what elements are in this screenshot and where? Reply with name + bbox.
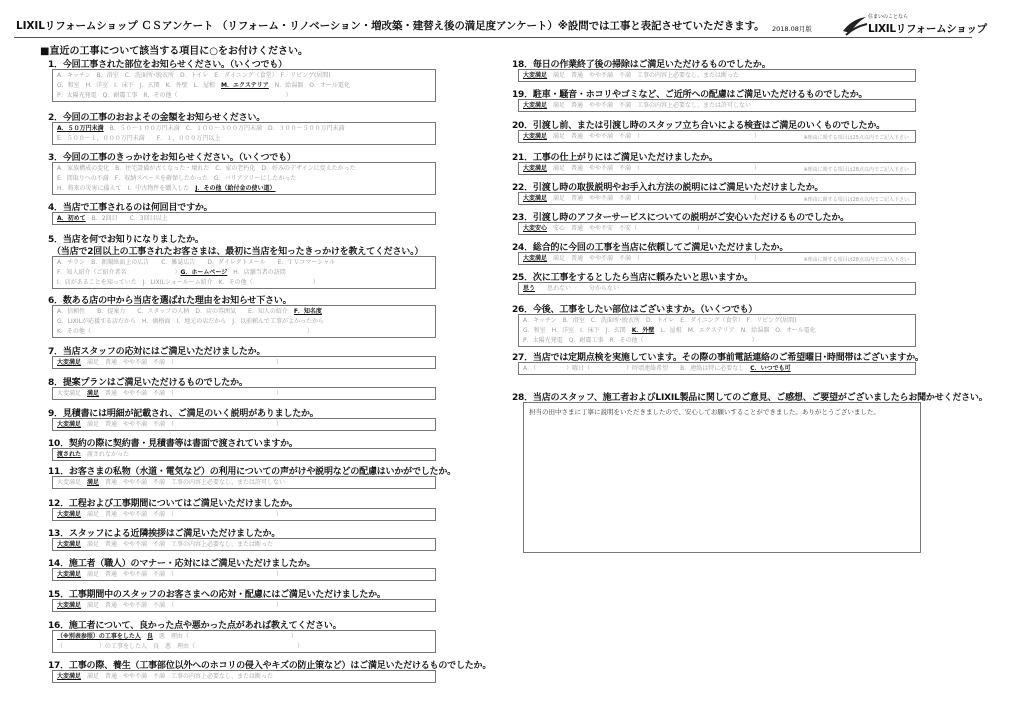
question-17-label: 17．工事の際、養生（工事部位以外へのホコリの侵入やキズの防止策など）はご満足いただけるものでしたか。: [48, 661, 492, 671]
question-13-answer-box[interactable]: [52, 538, 436, 551]
question-2-answer-box[interactable]: [52, 122, 436, 145]
question-25-label: 25．次に工事をするとしたら当店に頼みたいと思いますか。: [512, 273, 753, 283]
selected-answer[interactable]: G．ホームページ: [180, 269, 228, 276]
question-6-label: 6．数ある店の中から当店を選ばれた理由をお知らせ下さい。: [48, 296, 292, 306]
answer-options: A．信頼性 B．提案力 C．スタッフの人柄 D．店の雰囲気 E．知人の紹介 F．知名度 G．LIXILが応援する店だから H．価格面 I．地元の店だから J．以前頼んで工事がよかったから K．その他（ ）: [57, 308, 325, 335]
question-5-sublabel: （当店で2回以上の工事されたお客さまは、最初に当店を知ったきっかけを教えてください。）: [52, 247, 424, 257]
question-9-label: 9．見積書には明細が記載され、ご満足のいく説明がありましたか。: [48, 409, 319, 419]
question-5-label: 5．当店を何でお知りになりましたか。: [48, 235, 204, 245]
question-26-answer-box[interactable]: [518, 314, 916, 347]
question-27-label: 27．当店では定期点検を実施しています。その際の事前電話連絡のご希望曜日･時間帯はございますか。: [512, 353, 924, 363]
question-8-label: 8．提案プランはご満足いただけるものでしたか。: [48, 378, 248, 388]
selected-answer[interactable]: 満足: [87, 390, 100, 397]
question-27-answer-box[interactable]: [518, 362, 916, 375]
question-13-label: 13．スタッフによる近隣挨拶はご満足いただけましたか。: [48, 529, 281, 539]
question-20-label: 20．引渡し前、または引渡し時のスタッフ立ち合いによる検査はご満足のいくものでしたか。: [512, 121, 885, 131]
answer-options: 大変満足 満足 普通 やや不満 不満 （ ）: [523, 165, 761, 172]
answer-options: 大変満足 満足 普通 やや不満 不満 工事の内容上必要なし、または許可しない: [523, 102, 752, 109]
answer-options: 大変満足 満足 普通 やや不満 不満 工事の内容上必要なし、または許可しない: [57, 479, 286, 486]
section-heading: ■直近の工事について該当する項目に○をお付けください。: [40, 46, 308, 57]
answer-options: A．家族構成の変化 B．住宅設備が古くなった・壊れた C．家の老朽化 D．好みのデザインに変えたかった E．間取りへの不満 F．収納スペースを確保したかった G．バリアフリーにしたかった H．将来の災害に備えて I．中古物件を購入した J．その他（給付金の使い道）: [57, 165, 356, 192]
question-4-answer-box[interactable]: [52, 212, 436, 225]
reason-note: ※理由に関する項目は28点以内でご記入下さい: [803, 257, 909, 263]
selected-answer[interactable]: （※別表参照）の工事をした人: [57, 633, 141, 640]
selected-answer[interactable]: 大変満足: [523, 195, 548, 202]
answer-options: A．キッチン B．浴室 C．洗面所･脱衣所 D．トイレ E．ダイニング（食堂） F．リビング(居間) G．和室 H．洋室 I．床下 J．玄関 K．外壁 L．屋根 M．エクステリア N．給湯器 O．オール電化 P．太陽光発電 Q．耐震工事 R．その他（ ）: [523, 317, 816, 344]
answer-options: 大変満足 満足 普通 やや不満 不満 （ ）: [523, 255, 761, 262]
question-21-answer-box[interactable]: [518, 162, 916, 175]
form-title: LIXILリフォームショップ ＣＳアンケート （リフォーム・リノベーション・増改築・建替え後の満足度アンケート）※設問では工事と表記させていただきます。: [16, 20, 765, 32]
question-10-label: 10．契約の際に契約書・見積書等は書面で渡されていますか。: [48, 439, 298, 449]
answer-options: 大変満足 満足 普通 やや不満 不満 工事の内容上必要なし、または断った: [57, 673, 274, 680]
selected-answer[interactable]: 大変満足: [523, 165, 548, 172]
selected-answer[interactable]: 大変満足: [57, 673, 82, 680]
question-24-answer-box[interactable]: [518, 252, 916, 265]
question-5-answer-box[interactable]: [52, 256, 436, 289]
question-20-answer-box[interactable]: [518, 130, 916, 143]
selected-answer[interactable]: 良: [146, 633, 153, 640]
question-19-label: 19．駐車・騒音・ホコリやゴミなど、ご近所への配慮はご満足いただけるものでしたか。: [512, 90, 868, 100]
question-15-label: 15．工事期間中のスタッフのお客さまへの応対・配慮にはご満足いただけましたか。: [48, 590, 386, 600]
question-15-answer-box[interactable]: [52, 599, 436, 612]
question-16-answer-box[interactable]: [52, 630, 436, 653]
edition-label: 2018.08月版: [772, 25, 812, 33]
selected-answer[interactable]: 大変満足: [57, 359, 82, 366]
selected-answer[interactable]: A．初めて: [57, 215, 86, 222]
answer-options: 大変満足 満足 普通 やや不満 不満 工事の内容上必要なし、または断った: [57, 541, 274, 548]
answer-options: A．キッチン B．浴室 C．洗面所･脱衣所 D．トイレ E．ダイニング（食堂） F．リビング(居間) G．和室 H．洋室 I．床下 J．玄関 K．外壁 L．屋根 M．エクステリア N．給湯器 O．オール電化 P．太陽光発電 Q．耐震工事 R．その他（ ）: [57, 72, 350, 99]
answer-options: 渡された 渡されなかった: [57, 451, 130, 458]
answer-options: 大変満足 満足 普通 やや不満 不満 （ ）: [57, 511, 283, 518]
question-19-answer-box[interactable]: [518, 99, 916, 112]
selected-answer[interactable]: K．外壁: [631, 327, 655, 334]
answer-options: 大変満足 満足 普通 やや不満 不満 （ ）: [57, 571, 283, 578]
answer-options: 大変満足 満足 普通 やや不満 不満 （ ）: [523, 195, 761, 202]
question-8-answer-box[interactable]: [52, 387, 436, 400]
selected-answer[interactable]: 大変満足: [523, 72, 548, 79]
question-14-answer-box[interactable]: [52, 568, 436, 581]
question-4-label: 4．当店で工事されるのは何回目ですか。: [48, 203, 213, 213]
comment-text: 担当の田中さまに丁寧に説明をいただきましたので、安心してお願いすることができました。ありがとうございました。: [529, 408, 880, 416]
selected-answer[interactable]: 大変満足: [57, 571, 82, 578]
answer-options: A．チラシ B．新聞紙面上の広告 C．雑誌広告 D．ダイレクトメール E．ＴＶコマーシャル F．知人紹介（ご紹介者名 ）G．ホームページ H．店舗当者の訪問 I．店があることを知っていた J．LIXILショールーム紹介 K．その他（ ）: [57, 259, 336, 286]
question-18-label: 18．毎日の作業終了後の掃除はご満足いただけるものでしたか。: [512, 60, 771, 70]
question-23-answer-box[interactable]: [518, 222, 916, 235]
selected-answer[interactable]: 大変安心: [523, 225, 548, 232]
question-23-label: 23．引渡し時のアフターサービスについての説明がご安心いただけるものでしたか。: [512, 213, 849, 223]
question-10-answer-box[interactable]: [52, 448, 436, 461]
selected-answer[interactable]: 大変満足: [523, 133, 548, 140]
reason-note: ※理由に関する項目は25点以内でご記入下さい: [803, 135, 909, 141]
lixil-logo: [842, 13, 987, 37]
answer-options: （※別表参照）の工事をした人 良 悪 理由（ ） （ ）の工事をした人 良 悪 理由（ ）: [57, 633, 304, 650]
selected-answer[interactable]: 大変満足: [57, 602, 82, 609]
selected-answer[interactable]: M．エクステリア: [220, 82, 269, 89]
selected-answer[interactable]: C．いつでも可: [750, 365, 791, 372]
answer-options: 大変満足 満足 普通 やや不満 不満 （ ）: [57, 421, 283, 428]
selected-answer[interactable]: 渡された: [57, 451, 82, 458]
question-3-answer-box[interactable]: [52, 162, 436, 195]
answer-options: 大変満足 満足 普通 やや不満 不満 （ ）: [523, 133, 761, 140]
selected-answer[interactable]: 大変満足: [523, 102, 548, 109]
selected-answer[interactable]: 大変満足: [523, 255, 548, 262]
question-14-label: 14．施工者（職人）のマナー・応対にはご満足いただけましたか。: [48, 559, 316, 569]
question-9-answer-box[interactable]: [52, 418, 436, 431]
question-16-label: 16．施工者について、良かった点や悪かった点があれば教えてください。: [48, 621, 342, 631]
answer-options: 思う 思わない 分からない: [523, 285, 620, 292]
question-7-label: 7．当店スタッフの応対にはご満足いただけましたか。: [48, 347, 266, 357]
question-1-label: 1．今回工事された部位をお知らせください。（いくつでも）: [48, 60, 287, 70]
question-12-label: 12．工程および工事期間についてはご満足いただけましたか。: [48, 499, 298, 509]
question-6-answer-box[interactable]: [52, 305, 436, 338]
question-11-label: 11．お客さまの私物（水道・電気など）の利用についての声がけや説明などの配慮はいかがでしたか。: [48, 467, 456, 477]
question-28-answer-box[interactable]: [523, 402, 921, 553]
question-7-answer-box[interactable]: [52, 356, 436, 369]
question-18-answer-box[interactable]: [518, 69, 916, 82]
question-11-answer-box[interactable]: [52, 476, 436, 489]
question-28-label: 28．当店のスタッフ、施工者およびLIXIL製品に関してのご意見、ご感想、ご要望がございましたらお聞かせください。: [512, 393, 988, 403]
answer-options: 大変満足 満足 普通 やや不満 不満 （ ）: [57, 602, 283, 609]
reason-note: ※理由に関する項目は28点以内でご記入下さい: [803, 197, 909, 203]
selected-answer[interactable]: 大変満足: [57, 511, 82, 518]
question-3-label: 3．今回の工事のきっかけをお知らせください。（いくつでも）: [48, 153, 296, 163]
question-21-label: 21．工事の仕上がりにはご満足いただけましたか。: [512, 153, 718, 163]
selected-answer[interactable]: A．５０万円未満: [57, 125, 104, 132]
answer-options: 大変満足 満足 普通 やや不満 不満 （ ）: [57, 390, 283, 397]
answer-options: 大変満足 満足 普通 やや不満 不満 （ ）: [57, 359, 283, 366]
selected-answer[interactable]: 大変満足: [57, 541, 82, 548]
question-22-answer-box[interactable]: [518, 192, 916, 205]
question-25-answer-box[interactable]: [518, 282, 916, 295]
answer-options: A．初めて B．2回目 C．3回目以上: [57, 215, 168, 222]
question-24-label: 24．総合的に今回の工事を当店に依頼してご満足いただけましたか。: [512, 243, 789, 253]
answer-options: 大変満足 満足 普通 やや不満 不満 工事の内容上必要なし、または断った: [523, 72, 740, 79]
question-12-answer-box[interactable]: [52, 508, 436, 521]
question-1-answer-box[interactable]: [52, 69, 436, 102]
answer-options: A．（ ）曜日（ ）時頃連絡希望 B．連絡は特に必要なし C．いつでも可: [523, 365, 791, 372]
selected-answer[interactable]: 満足: [87, 479, 100, 486]
answer-options: A．５０万円未満 B．５０～１００万円未満 C．１００～３００万円未満 D．３００～５００万円未満 E．５００～１，０００万円未満 F．１，０００万円以上: [57, 125, 345, 142]
title-divider: [14, 37, 972, 38]
logo-wordmark: LIXILリフォームショップ: [868, 23, 987, 35]
selected-answer[interactable]: 大変満足: [57, 421, 82, 428]
question-2-label: 2．今回の工事のおおよその金額をお知らせください。: [48, 113, 265, 123]
selected-answer[interactable]: F．知名度: [293, 308, 322, 315]
selected-answer[interactable]: 思う: [523, 285, 536, 292]
house-roof-icon: [842, 15, 868, 37]
logo-tagline: 住まいのことなら: [868, 14, 909, 20]
reason-note: ※理由に関する項目は28点以内でご記入下さい: [803, 167, 909, 173]
question-17-answer-box[interactable]: [52, 670, 436, 683]
question-22-label: 22．引渡し時の取扱説明やお手入れ方法の説明にはご満足いただけましたか。: [512, 183, 824, 193]
answer-options: 大変安心 安心 普通 やや不安 不安（ ）: [523, 225, 704, 232]
question-26-label: 26．今後、工事をしたい部位はございますか。（いくつでも）: [512, 305, 758, 315]
selected-answer[interactable]: J．その他（給付金の使い道）: [195, 185, 276, 192]
